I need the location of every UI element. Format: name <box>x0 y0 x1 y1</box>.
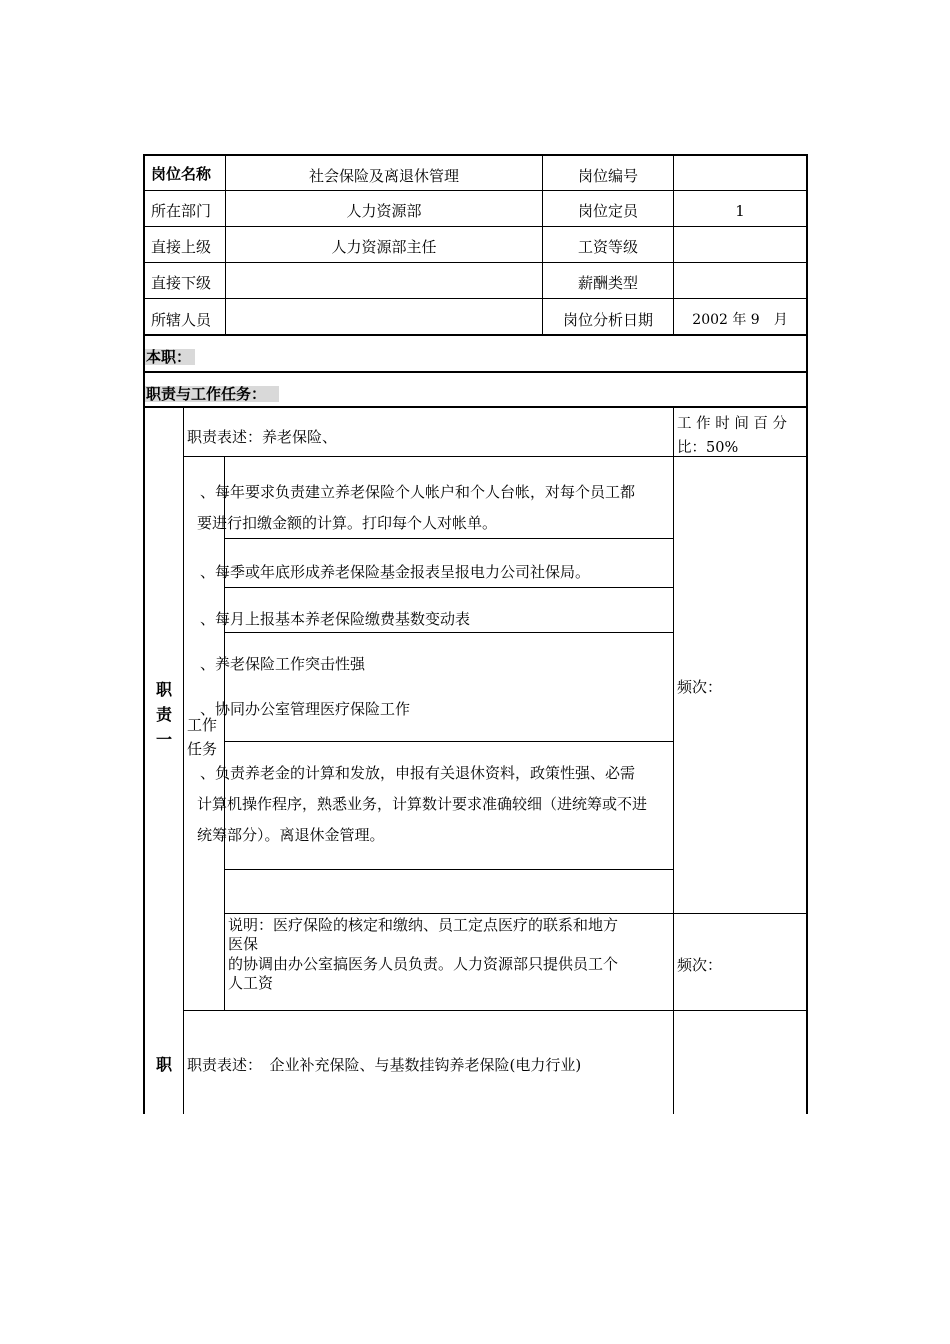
duty2-side-label: 职 <box>156 1055 173 1074</box>
task-item: 、负责养老金的计算和发放，申报有关退休资料，政策性强、必需 <box>200 764 636 782</box>
label-headcount: 岗位定员 <box>577 202 638 220</box>
task-divider <box>224 741 673 742</box>
duty1-note: 医保 <box>228 935 259 953</box>
duty1-frequency-2: 频次： <box>677 956 723 974</box>
label-salary-grade: 工资等级 <box>577 238 638 256</box>
label-staff-under: 所辖人员 <box>151 311 212 329</box>
duty1-side-char: 责 <box>156 705 173 724</box>
row-divider <box>143 371 808 373</box>
duty1-note: 的协调由办公室搞医务人员负责。人力资源部只提供员工个 <box>228 955 619 973</box>
task-item: 计算机操作程序，熟悉业务，计算数计要求准确较细（进统筹或不进 <box>197 795 648 813</box>
duty1-side-char: 职 <box>156 680 173 699</box>
label-subordinate: 直接下级 <box>151 274 212 292</box>
duty2-description: 职责表述： 企业补充保险、与基数挂钩养老保险(电力行业) <box>187 1056 582 1074</box>
task-label-line1: 工作 <box>187 716 218 734</box>
percent-col-divider <box>673 406 674 1114</box>
label-position-name: 岗位名称 <box>151 165 212 183</box>
task-label-line2: 任务 <box>187 740 218 758</box>
label-supervisor: 直接上级 <box>151 238 212 256</box>
row-divider <box>143 298 808 299</box>
value-analysis-date: 2002 年 9 月 <box>692 312 788 328</box>
label-department: 所在部门 <box>151 202 212 220</box>
task-item: 、每季或年底形成养老保险基金报表呈报电力公司社保局。 <box>200 563 591 581</box>
duty-side-divider <box>183 406 184 1114</box>
task-divider <box>224 869 673 870</box>
task-item: 、每年要求负责建立养老保险个人帐户和个人台帐，对每个员工都 <box>200 483 636 501</box>
duty1-description: 职责表述：养老保险、 <box>187 428 338 446</box>
main-duty-title: 本职： <box>146 348 192 366</box>
value-supervisor: 人力资源部主任 <box>331 238 437 256</box>
task-item: 统筹部分）。离退休金管理。 <box>197 826 385 844</box>
label-position-code: 岗位编号 <box>577 167 638 185</box>
value-department: 人力资源部 <box>346 202 422 220</box>
duty1-note: 人工资 <box>228 974 274 992</box>
row-divider <box>143 190 808 191</box>
task-item: 要进行扣缴金额的计算。打印每个人对帐单。 <box>197 514 498 532</box>
col-divider <box>673 154 674 335</box>
duties-title: 职责与工作任务： <box>146 385 267 403</box>
task-item: 、养老保险工作突击性强 <box>200 655 366 673</box>
task-label-divider <box>224 456 225 1011</box>
duty1-percent-line2: 比：50% <box>677 440 739 456</box>
duty1-percent-line1: 工 作 时 间 百 分 <box>677 416 788 432</box>
table-top-border <box>143 154 808 156</box>
row-divider <box>143 226 808 227</box>
value-position-name: 社会保险及离退休管理 <box>308 167 459 185</box>
row-divider <box>183 1010 807 1011</box>
label-pay-type: 薪酬类型 <box>577 274 638 292</box>
label-analysis-date: 岗位分析日期 <box>562 311 653 329</box>
row-divider <box>143 334 808 336</box>
row-divider <box>143 406 808 408</box>
task-divider <box>224 913 807 914</box>
task-item: 、协同办公室管理医疗保险工作 <box>200 700 411 718</box>
duty1-frequency: 频次： <box>677 678 723 696</box>
duty1-note: 说明：医疗保险的核定和缴纳、员工定点医疗的联系和地方 <box>228 916 619 934</box>
row-divider <box>183 456 807 457</box>
row-divider <box>143 262 808 263</box>
value-headcount: 1 <box>735 202 745 220</box>
task-item: 、每月上报基本养老保险缴费基数变动表 <box>200 610 471 628</box>
duty1-side-char: 一 <box>156 730 173 749</box>
